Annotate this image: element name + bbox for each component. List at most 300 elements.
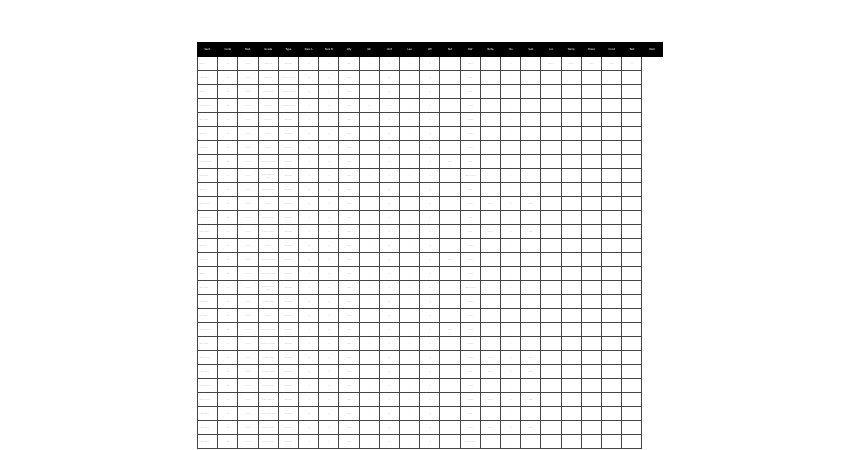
- table-cell: ···: [218, 309, 238, 323]
- table-cell: [622, 281, 642, 295]
- table-row: [198, 379, 663, 393]
- table-cell: ··: [319, 253, 339, 267]
- table-cell: ·········: [278, 113, 298, 127]
- table-cell: [622, 393, 642, 407]
- table-cell: ·····: [339, 141, 359, 155]
- table-cell: [440, 57, 460, 71]
- table-cell: [541, 99, 561, 113]
- table-cell: [581, 379, 601, 393]
- table-cell: [440, 295, 460, 309]
- table-cell: [581, 435, 601, 449]
- table-cell: [602, 421, 622, 435]
- table-cell: ·: [400, 127, 420, 141]
- table-cell: [622, 197, 642, 211]
- table-cell: ··: [319, 267, 339, 281]
- table-cell: ·······: [258, 197, 278, 211]
- table-cell: [480, 71, 500, 85]
- table-cell: ·: [359, 141, 379, 155]
- table-cell: ·: [501, 435, 521, 449]
- table-row: [198, 155, 663, 169]
- table-cell: ·: [359, 113, 379, 127]
- table-cell: [440, 351, 460, 365]
- table-cell: ·: [501, 71, 521, 85]
- table-cell: ··: [319, 183, 339, 197]
- table-cell: ··: [420, 281, 440, 295]
- table-cell: [541, 113, 561, 127]
- table-cell: ·····: [460, 225, 480, 239]
- table-cell: ··: [319, 407, 339, 421]
- table-cell: ··: [299, 407, 319, 421]
- table-cell: ··: [379, 407, 399, 421]
- table-cell: ··: [379, 141, 399, 155]
- table-cell: [581, 141, 601, 155]
- column-header: Code: [218, 43, 238, 57]
- table-cell: ··: [299, 379, 319, 393]
- table-cell: [561, 295, 581, 309]
- table-cell: ·····: [480, 421, 500, 435]
- table-row: [198, 323, 663, 337]
- table-cell: [521, 337, 541, 351]
- table-cell: ··········: [198, 141, 218, 155]
- table-cell: ··: [379, 337, 399, 351]
- table-cell: ··: [299, 211, 319, 225]
- table-cell: [622, 323, 642, 337]
- table-cell: [602, 155, 622, 169]
- table-cell: ··: [379, 85, 399, 99]
- table-cell: ·······: [460, 127, 480, 141]
- table-cell: ······ ·······: [258, 421, 278, 435]
- table-cell: ··: [420, 239, 440, 253]
- table-cell: ·····: [339, 169, 359, 183]
- table-cell: [541, 281, 561, 295]
- table-cell: ··: [299, 393, 319, 407]
- table-cell: ······ ·····: [198, 71, 218, 85]
- table-cell: ·: [359, 169, 379, 183]
- table-cell: ··: [299, 141, 319, 155]
- table-cell: ·: [359, 155, 379, 169]
- table-cell: ··: [299, 337, 319, 351]
- table-cell: ··: [420, 71, 440, 85]
- table-cell: ·········: [258, 113, 278, 127]
- table-cell: [602, 225, 622, 239]
- table-cell: ··: [379, 435, 399, 449]
- table-cell: ·: [359, 379, 379, 393]
- table-cell: [561, 407, 581, 421]
- table-cell: ······: [581, 57, 601, 71]
- table-cell: [561, 155, 581, 169]
- table-row: [198, 351, 663, 365]
- column-header: Sub: [521, 43, 541, 57]
- table-cell: ··: [420, 85, 440, 99]
- table-header-row: [198, 43, 663, 57]
- table-cell: ··: [379, 183, 399, 197]
- column-header: Note: [480, 43, 500, 57]
- table-cell: ·: [400, 183, 420, 197]
- table-row: [198, 407, 663, 421]
- table-cell: ·: [501, 141, 521, 155]
- table-cell: ········ ·······: [258, 365, 278, 379]
- table-cell: [602, 379, 622, 393]
- table-cell: [521, 309, 541, 323]
- data-table: [197, 42, 663, 449]
- table-cell: ·········: [278, 309, 298, 323]
- table-cell: [581, 239, 601, 253]
- table-cell: ·····: [480, 197, 500, 211]
- table-cell: ·: [501, 337, 521, 351]
- table-cell: [622, 295, 642, 309]
- table-cell: [602, 85, 622, 99]
- table-cell: ·: [400, 211, 420, 225]
- table-cell: [561, 267, 581, 281]
- table-cell: ·: [359, 421, 379, 435]
- table-cell: ·: [359, 337, 379, 351]
- table-cell: [581, 393, 601, 407]
- table-cell: ·········: [278, 393, 298, 407]
- column-header: Cls: [501, 43, 521, 57]
- table-cell: ··: [420, 155, 440, 169]
- table-cell: [622, 141, 642, 155]
- table-cell: ······: [238, 365, 258, 379]
- table-cell: ·····: [521, 351, 541, 365]
- table-cell: ···: [218, 211, 238, 225]
- table-cell: ··: [319, 141, 339, 155]
- table-cell: [602, 281, 622, 295]
- table-cell: ······ ········ ·····: [258, 169, 278, 183]
- table-cell: ··: [319, 421, 339, 435]
- table-cell: [440, 141, 460, 155]
- table-cell: [541, 197, 561, 211]
- table-cell: ·: [359, 127, 379, 141]
- table-cell: [541, 393, 561, 407]
- table-cell: [480, 99, 500, 113]
- table-cell: ·: [400, 169, 420, 183]
- table-cell: ··: [299, 99, 319, 113]
- table-cell: [622, 365, 642, 379]
- table-cell: [602, 183, 622, 197]
- table-cell: [541, 253, 561, 267]
- table-cell: [581, 337, 601, 351]
- table-row: [198, 141, 663, 155]
- table-cell: [622, 421, 642, 435]
- table-cell: [622, 71, 642, 85]
- table-cell: [581, 421, 601, 435]
- table-cell: ········ ·····: [198, 323, 218, 337]
- table-cell: [622, 99, 642, 113]
- table-cell: ·······: [258, 239, 278, 253]
- column-header: Test: [622, 43, 642, 57]
- table-cell: ······ ········: [258, 183, 278, 197]
- table-row: [198, 393, 663, 407]
- table-cell: ·: [501, 183, 521, 197]
- table-cell: ···: [218, 267, 238, 281]
- table-cell: ·····: [339, 155, 359, 169]
- table-cell: ·········: [278, 295, 298, 309]
- table-cell: ··: [319, 337, 339, 351]
- table-cell: [541, 407, 561, 421]
- column-header: Unit: [379, 43, 399, 57]
- table-cell: [622, 309, 642, 323]
- table-cell: [581, 365, 601, 379]
- table-cell: ······: [238, 407, 258, 421]
- table-cell: [602, 127, 622, 141]
- table-cell: ·········: [278, 183, 298, 197]
- table-cell: [561, 421, 581, 435]
- table-row: [198, 169, 663, 183]
- table-cell: ·: [359, 365, 379, 379]
- table-cell: ··: [420, 323, 440, 337]
- table-cell: ·····: [339, 211, 359, 225]
- table-cell: ·: [400, 113, 420, 127]
- table-cell: ······: [561, 57, 581, 71]
- table-row: [198, 337, 663, 351]
- table-cell: [440, 211, 460, 225]
- table-cell: ·····: [440, 253, 460, 267]
- table-cell: ··: [299, 57, 319, 71]
- table-cell: ··········: [258, 71, 278, 85]
- table-cell: ······ ·····: [198, 365, 218, 379]
- table-cell: ·: [400, 155, 420, 169]
- table-cell: ······· ·····: [460, 435, 480, 449]
- table-cell: [561, 113, 581, 127]
- table-cell: ······· ·····: [198, 197, 218, 211]
- table-cell: [521, 85, 541, 99]
- table-cell: ······: [238, 267, 258, 281]
- table-cell: ·····: [521, 393, 541, 407]
- table-cell: ··: [379, 239, 399, 253]
- table-cell: [561, 393, 581, 407]
- table-cell: [602, 99, 622, 113]
- table-cell: ··: [420, 337, 440, 351]
- table-cell: ··: [319, 239, 339, 253]
- table-cell: [561, 141, 581, 155]
- table-cell: [521, 407, 541, 421]
- table-cell: ··: [379, 57, 399, 71]
- table-cell: ··: [420, 197, 440, 211]
- table-cell: ·: [501, 211, 521, 225]
- table-cell: ··: [299, 267, 319, 281]
- table-row: [198, 211, 663, 225]
- table-cell: [602, 393, 622, 407]
- table-cell: ···: [218, 197, 238, 211]
- table-cell: ·····: [339, 281, 359, 295]
- table-cell: ·········: [278, 225, 298, 239]
- table-cell: [541, 267, 561, 281]
- table-cell: ··: [379, 365, 399, 379]
- table-cell: [521, 211, 541, 225]
- table-cell: ·········: [278, 211, 298, 225]
- table-cell: [561, 85, 581, 99]
- table-cell: [622, 379, 642, 393]
- table-cell: ·····: [480, 351, 500, 365]
- table-cell: ·····: [339, 393, 359, 407]
- table-cell: ·: [359, 267, 379, 281]
- table-cell: ······ ·······: [258, 211, 278, 225]
- table-cell: ·········: [278, 351, 298, 365]
- table-cell: [480, 57, 500, 71]
- table-cell: ······ ······ ·····: [258, 267, 278, 281]
- table-cell: ··: [319, 57, 339, 71]
- table-cell: ······: [238, 239, 258, 253]
- table-row: [198, 71, 663, 85]
- table-cell: [602, 309, 622, 323]
- table-cell: [561, 379, 581, 393]
- table-cell: ···: [218, 323, 238, 337]
- table-cell: [581, 127, 601, 141]
- table-cell: ··: [299, 253, 319, 267]
- table-cell: ·: [319, 85, 339, 99]
- table-cell: [521, 267, 541, 281]
- table-cell: ··: [299, 85, 319, 99]
- table-cell: ·: [400, 239, 420, 253]
- table-cell: [622, 253, 642, 267]
- table-cell: ·····: [339, 379, 359, 393]
- table-cell: ·: [501, 295, 521, 309]
- table-cell: ······ ······ ·····: [258, 323, 278, 337]
- table-cell: ·: [501, 407, 521, 421]
- table-cell: [480, 141, 500, 155]
- table-cell: ·: [359, 351, 379, 365]
- table-cell: ··: [420, 211, 440, 225]
- table-cell: ···: [218, 155, 238, 169]
- table-cell: ·········: [258, 99, 278, 113]
- table-cell: [581, 225, 601, 239]
- table-cell: ··: [299, 169, 319, 183]
- table-cell: [480, 239, 500, 253]
- table-cell: ··: [379, 379, 399, 393]
- table-cell: ·: [400, 197, 420, 211]
- table-cell: ·······: [460, 99, 480, 113]
- table-cell: ······: [238, 211, 258, 225]
- table-cell: ······· ·····: [460, 169, 480, 183]
- table-cell: ······: [238, 155, 258, 169]
- column-header: Size A: [299, 43, 319, 57]
- table-cell: [581, 85, 601, 99]
- table-cell: ·········: [278, 337, 298, 351]
- table-cell: [440, 281, 460, 295]
- table-cell: [541, 155, 561, 169]
- table-cell: ·: [501, 239, 521, 253]
- table-cell: [541, 85, 561, 99]
- table-cell: ······: [238, 323, 258, 337]
- table-cell: ·: [359, 309, 379, 323]
- table-cell: ·····: [480, 393, 500, 407]
- column-header: Temp: [561, 43, 581, 57]
- table-cell: ··: [420, 99, 440, 113]
- table-cell: [521, 155, 541, 169]
- table-cell: ·: [400, 421, 420, 435]
- table-cell: ·····: [460, 155, 480, 169]
- table-cell: ···: [218, 57, 238, 71]
- table-cell: ·····: [339, 253, 359, 267]
- column-header: Sect.: [198, 43, 218, 57]
- table-cell: ·······: [460, 267, 480, 281]
- table-cell: ···: [218, 71, 238, 85]
- table-cell: ·: [501, 267, 521, 281]
- table-row: [198, 57, 663, 71]
- table-cell: [602, 253, 622, 267]
- table-cell: [480, 281, 500, 295]
- table-row: [198, 239, 663, 253]
- table-cell: ··: [379, 393, 399, 407]
- table-cell: [561, 281, 581, 295]
- table-cell: ·······: [460, 351, 480, 365]
- table-cell: ·· ·····: [198, 85, 218, 99]
- table-cell: [541, 421, 561, 435]
- table-cell: [561, 365, 581, 379]
- table-cell: ·····: [460, 365, 480, 379]
- table-cell: [581, 169, 601, 183]
- table-row: [198, 421, 663, 435]
- table-cell: [480, 323, 500, 337]
- table-cell: [541, 239, 561, 253]
- table-row: [198, 183, 663, 197]
- table-cell: ·········: [198, 239, 218, 253]
- table-cell: ·: [400, 141, 420, 155]
- table-cell: [541, 351, 561, 365]
- table-cell: [480, 435, 500, 449]
- table-cell: ·: [400, 295, 420, 309]
- table-cell: ··: [379, 295, 399, 309]
- table-cell: [440, 85, 460, 99]
- table-cell: [581, 407, 601, 421]
- table-cell: ·······: [460, 323, 480, 337]
- table-cell: ·: [359, 239, 379, 253]
- table-row: [198, 113, 663, 127]
- table-cell: ··: [379, 169, 399, 183]
- table-cell: ·····: [339, 85, 359, 99]
- table-cell: ·: [501, 113, 521, 127]
- table-cell: [480, 407, 500, 421]
- table-cell: [561, 127, 581, 141]
- column-header: Rem: [642, 43, 663, 57]
- column-header: Std: [440, 43, 460, 57]
- table-cell: [440, 71, 460, 85]
- column-header: Len: [400, 43, 420, 57]
- table-cell: ········· ·····: [278, 85, 298, 99]
- table-cell: [581, 211, 601, 225]
- table-cell: ·····: [339, 197, 359, 211]
- table-cell: ··: [420, 267, 440, 281]
- table-cell: ········ ·····: [198, 379, 218, 393]
- table-cell: ·········: [278, 197, 298, 211]
- table-cell: ···: [218, 141, 238, 155]
- table-row: [198, 281, 663, 295]
- table-cell: ·: [400, 281, 420, 295]
- table-cell: ·····: [460, 183, 480, 197]
- table-cell: [622, 169, 642, 183]
- table-cell: ·: [400, 379, 420, 393]
- table-cell: ·······: [258, 309, 278, 323]
- column-header: Loc: [541, 43, 561, 57]
- table-cell: ·······: [460, 239, 480, 253]
- table-cell: [541, 365, 561, 379]
- table-cell: ·: [359, 211, 379, 225]
- table-cell: [622, 435, 642, 449]
- table-cell: [622, 85, 642, 99]
- table-cell: ·: [319, 435, 339, 449]
- table-cell: ······ ·····: [198, 421, 218, 435]
- table-cell: ··: [379, 351, 399, 365]
- table-cell: [480, 267, 500, 281]
- table-cell: ···········: [198, 169, 218, 183]
- table-cell: ·: [359, 435, 379, 449]
- table-cell: ···: [218, 365, 238, 379]
- table-cell: ··: [319, 155, 339, 169]
- table-cell: [440, 127, 460, 141]
- table-cell: ·····: [339, 71, 359, 85]
- table-cell: [541, 295, 561, 309]
- table-cell: ·: [359, 407, 379, 421]
